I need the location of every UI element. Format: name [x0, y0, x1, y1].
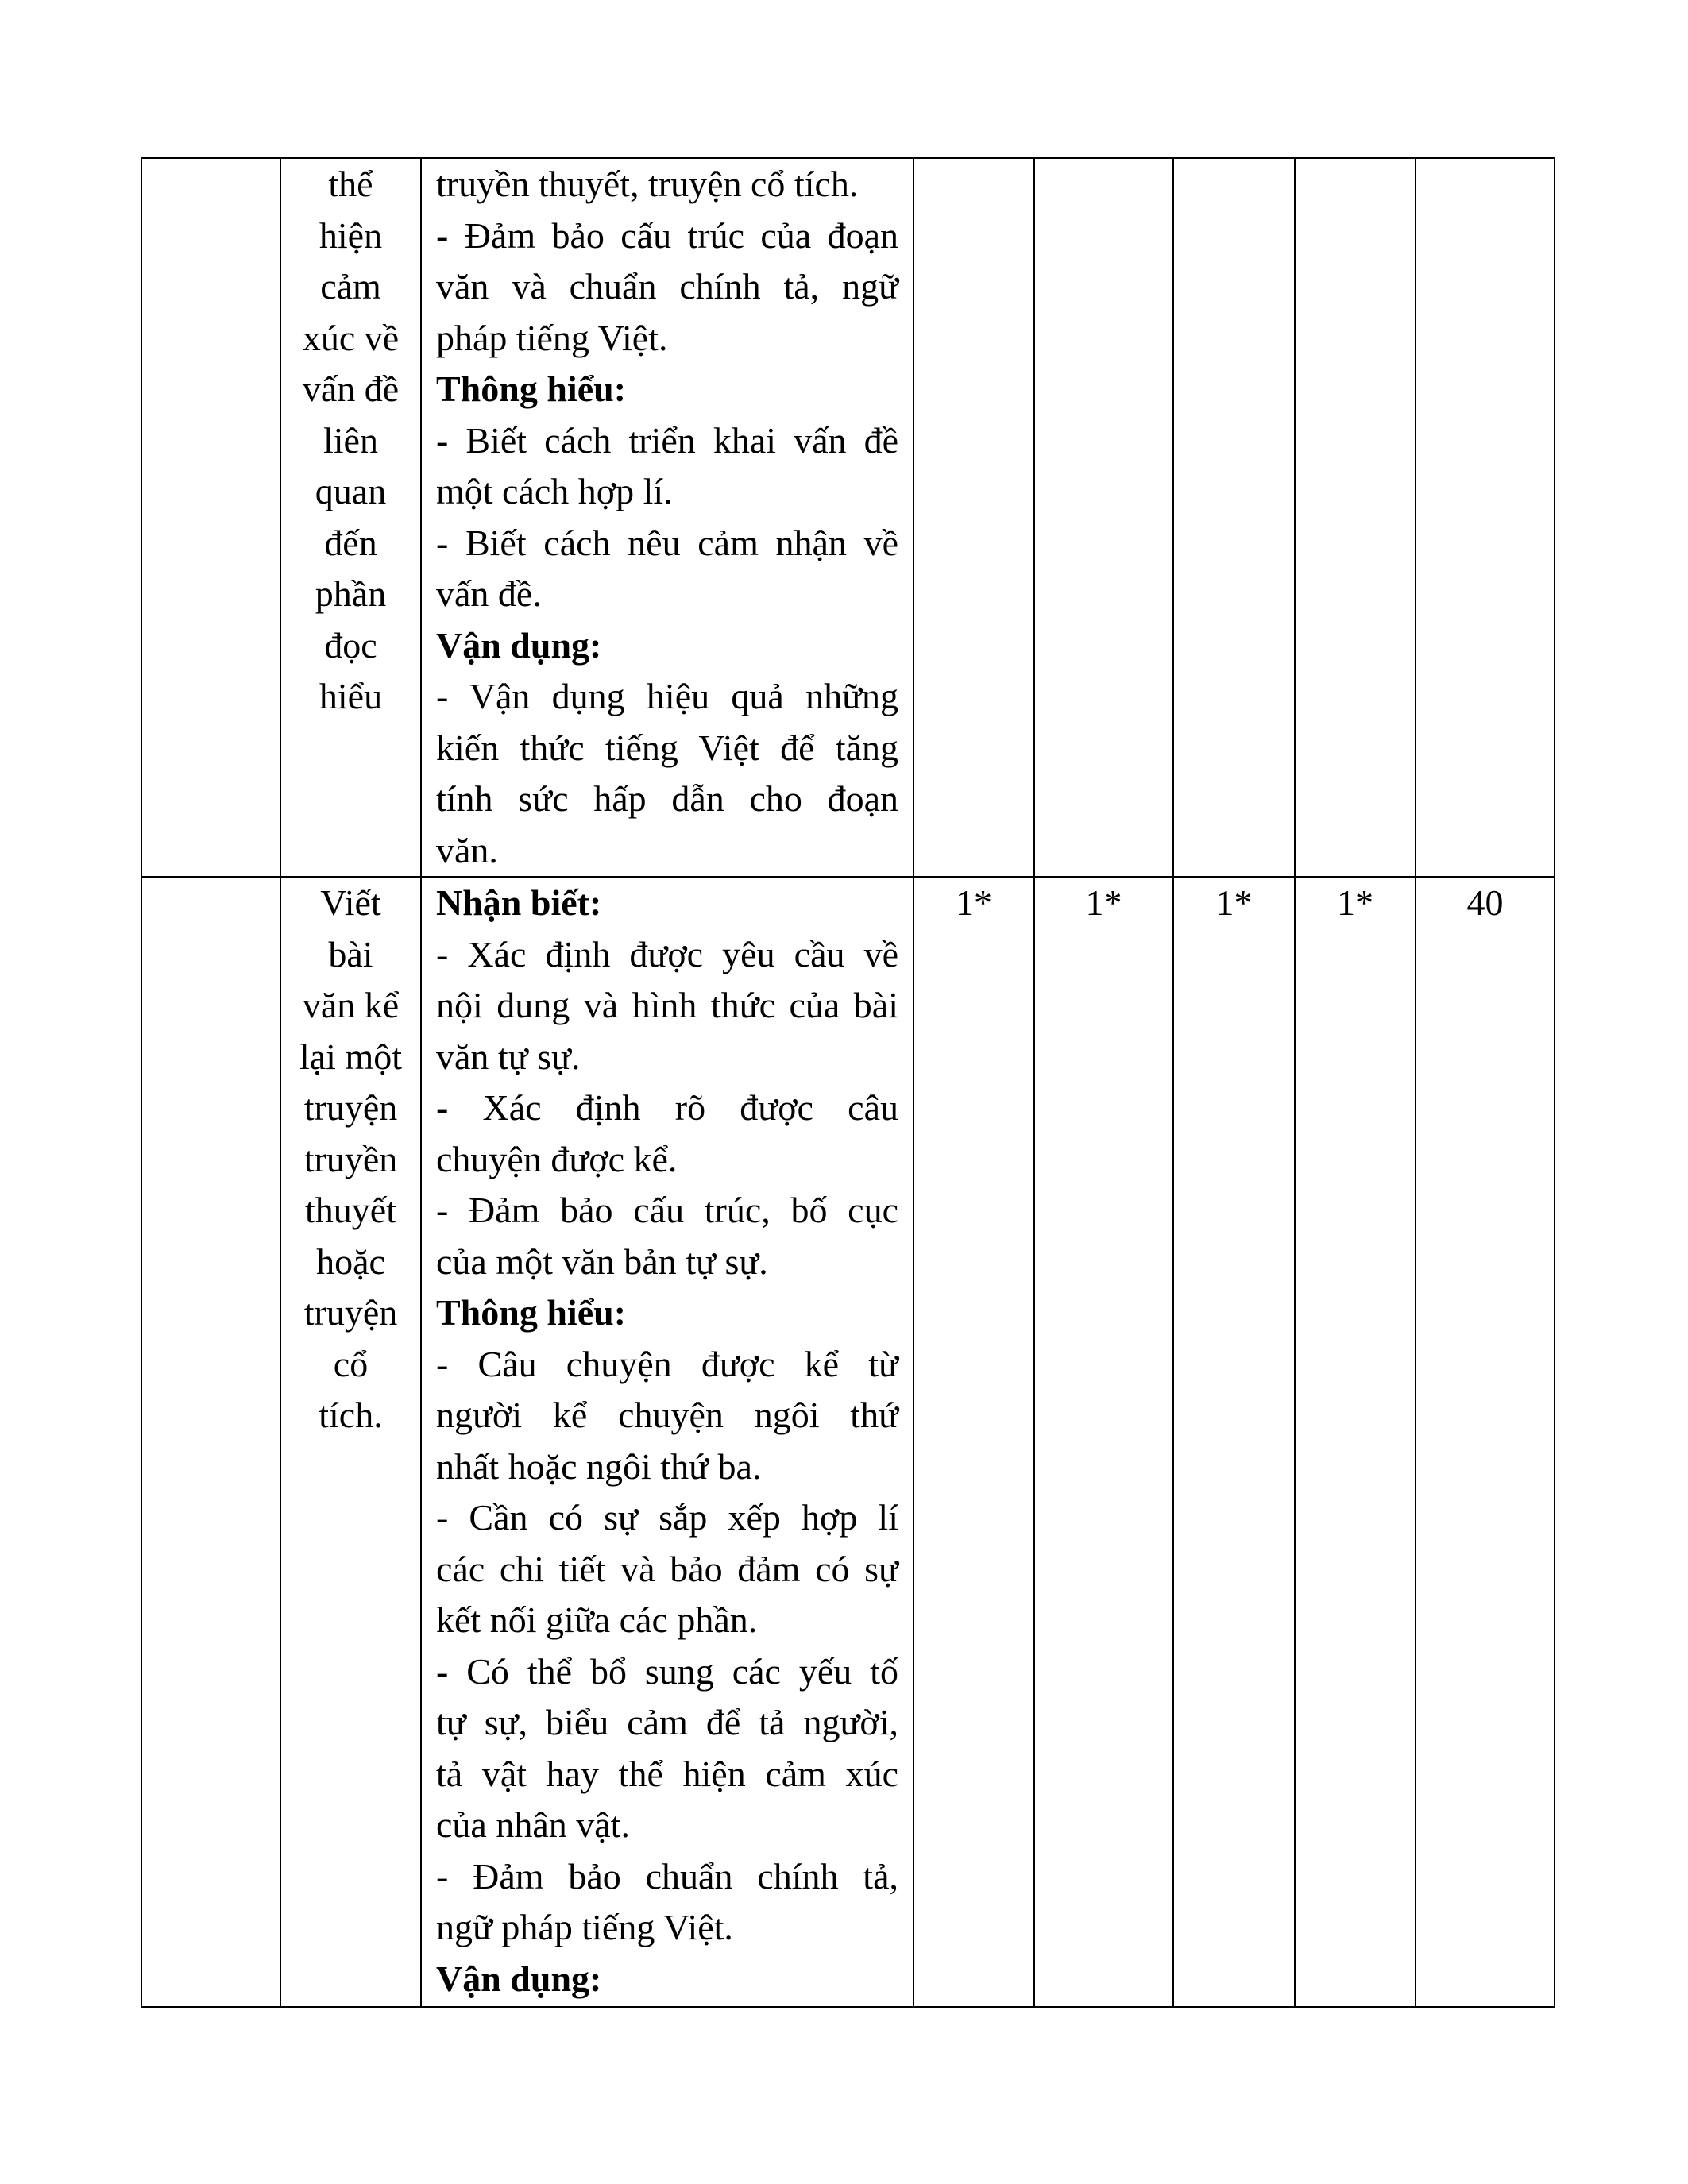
section-cell: [141, 877, 280, 2007]
topic-line: hiểu: [319, 676, 383, 716]
total-cell: 40: [1416, 877, 1555, 2007]
topic-line: truyện: [303, 1087, 398, 1128]
description-line: của nhân vật.: [436, 1804, 630, 1845]
topic-line: đến: [324, 522, 377, 563]
description-line: - Câu chuyện được kể từ: [436, 1343, 898, 1384]
description-line: văn và chuẩn chính tả, ngữ: [436, 266, 898, 307]
level-heading: Vận dụng:: [436, 624, 602, 666]
description-line: các chi tiết và bảo đảm có sự: [436, 1548, 898, 1589]
description-line: kết nối giữa các phần.: [436, 1599, 758, 1640]
description-line: - Biết cách nêu cảm nhận về: [436, 522, 898, 563]
description-line: pháp tiếng Việt.: [436, 317, 668, 358]
count-cell-advanced-application: [1295, 158, 1416, 877]
description-line: ngữ pháp tiếng Việt.: [436, 1907, 733, 1947]
description-line: - Xác định rõ được câu: [436, 1087, 898, 1128]
description-line: kiến thức tiếng Việt để tăng: [436, 727, 898, 768]
topic-line: xúc về: [302, 317, 400, 358]
topic-line: đọc: [324, 624, 377, 666]
count-cell-understanding: [1034, 158, 1173, 877]
topic-line: thể: [328, 164, 373, 204]
level-heading: Nhận biết:: [436, 882, 602, 923]
topic-line: vấn đề: [302, 369, 400, 409]
topic-line: lại một: [299, 1036, 403, 1077]
total-cell: [1416, 158, 1555, 877]
topic-line: liên: [323, 419, 378, 461]
topic-line: thuyết: [305, 1190, 396, 1230]
description-line: tự sự, biểu cảm để tả người,: [436, 1702, 898, 1742]
section-cell: [141, 158, 280, 877]
description-line: - Biết cách triển khai vấn đề: [436, 419, 898, 461]
topic-cell: [280, 158, 421, 877]
topic-line: cổ: [333, 1343, 369, 1384]
table-row: [141, 877, 1555, 2007]
description-line: - Đảm bảo cấu trúc, bố cục: [436, 1190, 898, 1230]
count-cell-recognition: 1*: [914, 877, 1034, 2007]
description-line: - Vận dụng hiệu quả những: [436, 676, 898, 716]
description-line: tả vật hay thể hiện cảm xúc: [436, 1753, 898, 1794]
description-line: tính sức hấp dẫn cho đoạn: [436, 778, 898, 819]
level-heading: Thông hiểu:: [436, 1292, 627, 1333]
assessment-matrix-table: [141, 157, 1555, 2008]
topic-line: văn kể: [302, 985, 400, 1025]
description-line: - Đảm bảo chuẩn chính tả,: [436, 1855, 898, 1897]
description-line: nhất hoặc ngôi thứ ba.: [436, 1445, 762, 1487]
level-heading: Thông hiểu:: [436, 369, 627, 409]
description-line: truyền thuyết, truyện cổ tích.: [436, 164, 859, 204]
count-cell-advanced-application: 1*: [1295, 877, 1416, 2007]
count-cell-recognition: [914, 158, 1034, 877]
description-line: văn.: [436, 829, 498, 870]
topic-line: Viết: [320, 882, 381, 923]
count-cell-application: 1*: [1173, 877, 1295, 2007]
topic-line: cảm: [320, 266, 381, 307]
topic-line: tích.: [319, 1395, 383, 1435]
topic-cell: [280, 877, 421, 2007]
topic-line: phần: [315, 573, 387, 614]
level-heading: Vận dụng:: [436, 1958, 602, 1999]
topic-line: hiện: [319, 214, 383, 256]
topic-line: hoặc: [316, 1241, 385, 1282]
description-line: nội dung và hình thức của bài: [436, 985, 898, 1025]
description-line: một cách hợp lí.: [436, 471, 673, 511]
description-line: của một văn bản tự sự.: [436, 1241, 768, 1282]
topic-line: truyện: [303, 1292, 398, 1333]
count-cell-understanding: 1*: [1034, 877, 1173, 2007]
description-line: - Xác định được yêu cầu về: [436, 933, 898, 974]
description-line: vấn đề.: [436, 573, 542, 614]
topic-line: quan: [315, 471, 387, 511]
description-line: chuyện được kể.: [436, 1138, 678, 1179]
description-line: - Đảm bảo cấu trúc của đoạn: [436, 214, 898, 256]
count-cell-application: [1173, 158, 1295, 877]
description-cell: [421, 158, 914, 877]
description-line: văn tự sự.: [436, 1036, 581, 1077]
description-line: - Cần có sự sắp xếp hợp lí: [436, 1497, 898, 1538]
topic-line: bài: [328, 933, 373, 974]
topic-line: truyền: [303, 1138, 398, 1179]
description-line: - Có thể bổ sung các yếu tố: [436, 1650, 898, 1692]
description-cell: [421, 877, 914, 2007]
description-line: người kể chuyện ngôi thứ: [436, 1395, 898, 1435]
table-row: [141, 158, 1555, 877]
